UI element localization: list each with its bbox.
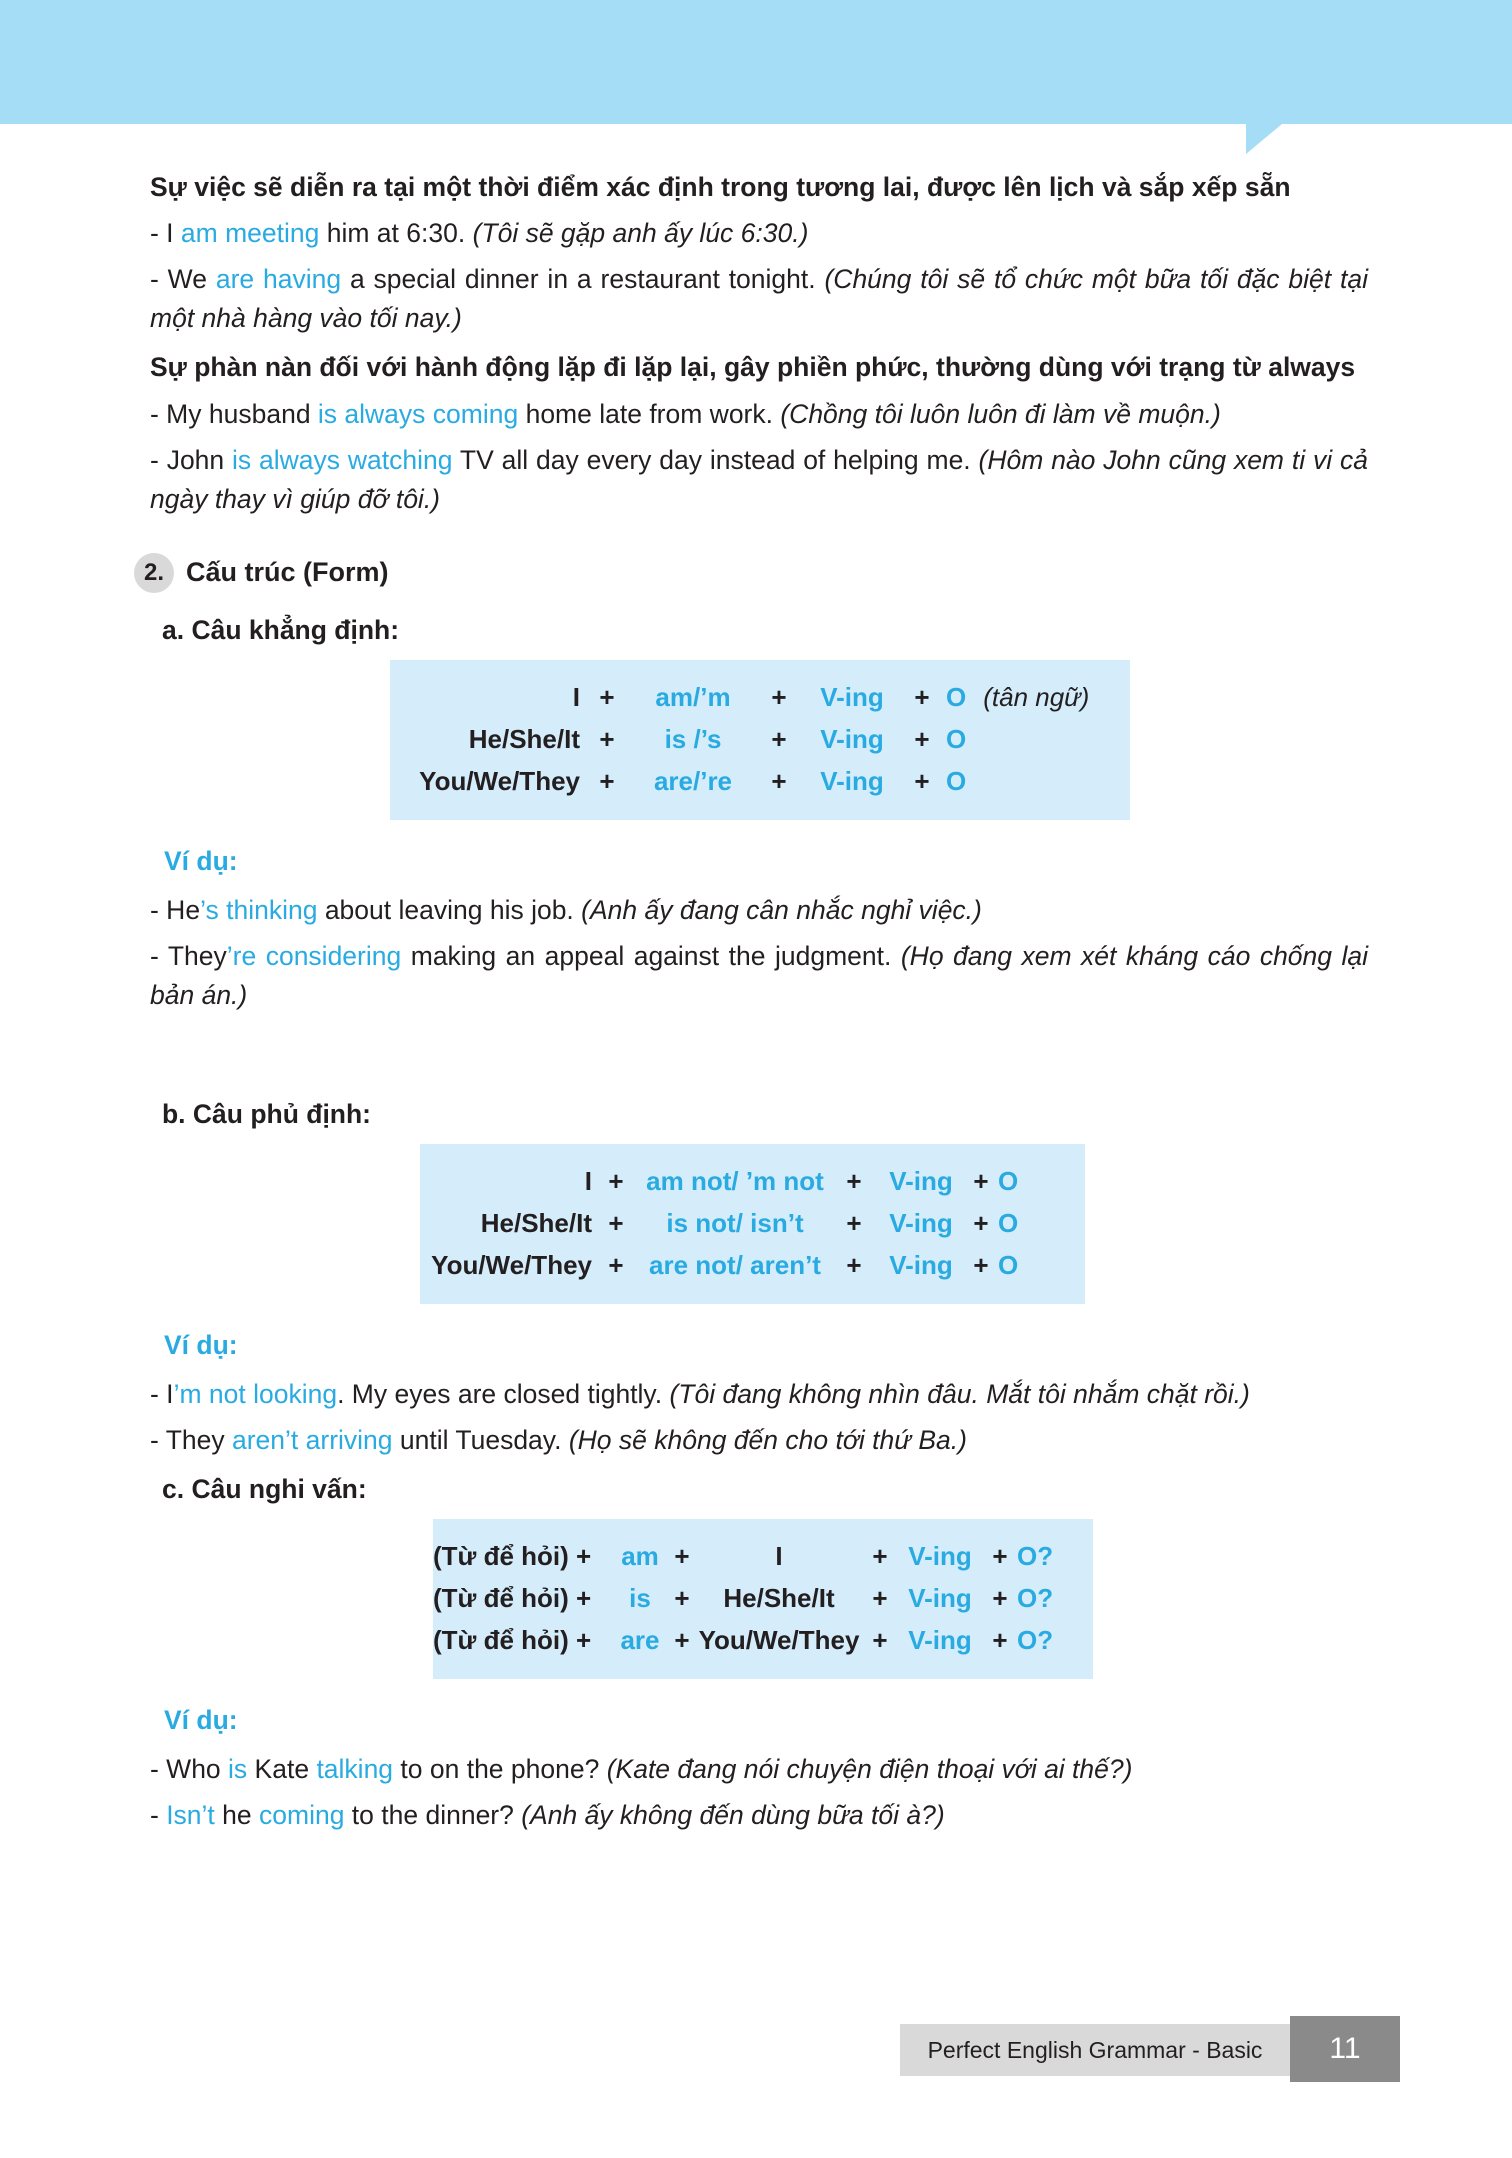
banner-notch <box>1246 124 1318 154</box>
formula-plus: + <box>872 1540 888 1571</box>
formula-object: O <box>946 681 967 712</box>
formula-ving: V-ing <box>889 1165 953 1196</box>
formula-row <box>390 718 1130 760</box>
formula-subject: You/We/They <box>431 1249 592 1280</box>
formula-row <box>390 760 1130 802</box>
ex-mid: until Tuesday. <box>392 1425 569 1456</box>
formula-object: O? <box>1017 1583 1054 1614</box>
ex4-pre: - John <box>150 444 233 475</box>
ex-highlight: talking <box>316 1754 394 1785</box>
formula-subject: I <box>572 681 580 712</box>
formula-plus: + <box>973 1207 989 1238</box>
section-title: Cấu trúc (Form) <box>186 557 389 588</box>
ex-mid: making an appeal against the judgment. <box>401 940 901 971</box>
ex-highlight: aren’t arriving <box>231 1425 393 1456</box>
formula-box-negative <box>420 1144 1085 1304</box>
ex1-pre: - I <box>150 218 181 249</box>
formula-object: O? <box>1017 1540 1054 1571</box>
ex2-pre: - We <box>150 264 216 295</box>
formula-plus: + <box>992 1625 1008 1656</box>
ex-translation: (Anh ấy đang cân nhắc nghỉ việc.) <box>581 894 982 925</box>
formula-subject: You/We/They <box>698 1625 860 1656</box>
formula-subject: He/She/It <box>723 1583 835 1614</box>
formula-plus: + <box>992 1540 1008 1571</box>
formula-plus: + <box>992 1583 1008 1614</box>
formula-plus: + <box>608 1165 624 1196</box>
formula-be: am <box>621 1540 659 1571</box>
formula-box-affirmative <box>390 660 1130 820</box>
formula-object: O <box>998 1207 1019 1238</box>
ex1-mid: him at 6:30. <box>319 218 473 249</box>
ex-mid: he <box>214 1800 259 1831</box>
formula-ving: V-ing <box>908 1540 972 1571</box>
ex2-mid: a special dinner in a restaurant tonight. <box>341 264 825 295</box>
ex-highlight: ’s thinking <box>200 894 318 925</box>
formula-plus: + <box>599 681 615 712</box>
formula-box-question <box>433 1519 1093 1679</box>
formula-plus: + <box>674 1625 690 1656</box>
ex-mid: Kate <box>247 1754 317 1785</box>
formula-row <box>433 1535 1093 1577</box>
formula-plus: + <box>674 1540 690 1571</box>
formula-plus: + <box>846 1165 862 1196</box>
ex-pre: - Who <box>150 1754 229 1785</box>
ex-highlight: Isn’t <box>166 1800 215 1831</box>
formula-object: O <box>998 1165 1019 1196</box>
formula-be: is <box>629 1583 651 1614</box>
vidu-label-c: Ví dụ: <box>164 1705 238 1736</box>
ex4-translation: (Hôm nào John cũng xem ti vi cả ngày thay vì giúp đỡ tôi.) <box>150 444 1368 514</box>
part-c-example-1 <box>150 1750 1368 1789</box>
ex3-highlight: is always coming <box>317 398 519 429</box>
part-b-example-1 <box>150 1375 1368 1414</box>
ex-mid: to the dinner? <box>344 1800 522 1831</box>
part-b-example-2 <box>150 1421 1368 1460</box>
ex1-highlight: am meeting <box>180 218 320 249</box>
formula-row <box>433 1577 1093 1619</box>
formula-plus: + <box>771 765 787 796</box>
formula-object: O? <box>1017 1625 1054 1656</box>
intro-example-1 <box>150 214 1368 253</box>
ex-highlight: is <box>228 1754 248 1785</box>
formula-ving: V-ing <box>908 1583 972 1614</box>
part-a-example-1 <box>150 891 1368 930</box>
formula-ving: V-ing <box>889 1207 953 1238</box>
formula-plus: + <box>914 723 930 754</box>
top-banner <box>0 0 1512 124</box>
ex-highlight: ’m not looking <box>173 1379 338 1410</box>
ex-translation: (Kate đang nói chuyện điện thoại với ai thế?) <box>606 1754 1133 1785</box>
formula-row <box>420 1244 1085 1286</box>
formula-be: am/’m <box>655 681 731 712</box>
formula-object: O <box>946 723 967 754</box>
formula-plus: + <box>872 1625 888 1656</box>
formula-subject: You/We/They <box>419 765 580 796</box>
formula-row <box>420 1202 1085 1244</box>
formula-subject: He/She/It <box>468 723 580 754</box>
formula-row <box>390 676 1130 718</box>
formula-subject: I <box>584 1165 592 1196</box>
subheading-c: c. Câu nghi vấn: <box>162 1473 367 1504</box>
subheading-b: b. Câu phủ định: <box>162 1098 372 1129</box>
formula-plus: + <box>608 1207 624 1238</box>
section-heading <box>143 553 1368 593</box>
part-c-example-2 <box>150 1796 1368 1835</box>
ex3-mid: home late from work. <box>518 398 781 429</box>
formula-be: are <box>620 1625 660 1656</box>
formula-plus: + <box>914 765 930 796</box>
formula-plus: + <box>973 1165 989 1196</box>
part-a-example-2 <box>150 937 1368 1015</box>
formula-be: are/’re <box>653 765 733 796</box>
formula-ving: V-ing <box>889 1249 953 1280</box>
formula-question-word: (Từ để hỏi) + <box>433 1625 592 1656</box>
ex-translation: (Anh ấy không đến dùng bữa tối à?) <box>521 1800 945 1831</box>
vidu-label-a: Ví dụ: <box>164 845 238 876</box>
ex-translation: (Tôi đang không nhìn đâu. Mắt tôi nhắm chặt rồi.) <box>669 1379 1250 1410</box>
ex4-highlight: is always watching <box>232 444 453 475</box>
formula-object: O <box>946 765 967 796</box>
formula-plus: + <box>599 765 615 796</box>
formula-plus: + <box>846 1249 862 1280</box>
formula-row <box>433 1619 1093 1661</box>
ex-mid: about leaving his job. <box>317 894 582 925</box>
formula-plus: + <box>771 723 787 754</box>
ex2-translation: (Chúng tôi sẽ tổ chức một bữa tối đặc biệt tại một nhà hàng vào tối nay.) <box>150 264 1368 334</box>
formula-question-word: (Từ để hỏi) + <box>433 1583 592 1614</box>
formula-ving: V-ing <box>820 723 884 754</box>
ex-pre: - I <box>150 1379 174 1410</box>
ex-pre: - <box>150 1800 167 1831</box>
formula-ving: V-ing <box>908 1625 972 1656</box>
intro-example-3 <box>150 395 1368 434</box>
formula-be: is /’s <box>664 723 722 754</box>
intro-heading-1: Sự việc sẽ diễn ra tại một thời điểm xác định trong tương lai, được lên lịch và sắp xếp sẵn <box>150 172 1291 202</box>
ex-pre: - They <box>150 1425 232 1456</box>
formula-plus: + <box>599 723 615 754</box>
formula-plus: + <box>973 1249 989 1280</box>
formula-be: is not/ isn’t <box>666 1207 804 1238</box>
formula-row <box>420 1160 1085 1202</box>
ex-pre: - They <box>150 940 227 971</box>
formula-be: am not/ ’m not <box>646 1165 824 1196</box>
formula-subject: I <box>775 1540 783 1571</box>
formula-ving: V-ing <box>820 765 884 796</box>
formula-note: (tân ngữ) <box>976 681 1090 712</box>
subheading-a: a. Câu khẳng định: <box>162 614 400 645</box>
page-number: 11 <box>1290 2016 1400 2082</box>
formula-object: O <box>998 1249 1019 1280</box>
formula-plus: + <box>846 1207 862 1238</box>
ex-highlight: coming <box>259 1800 345 1831</box>
formula-ving: V-ing <box>820 681 884 712</box>
formula-plus: + <box>914 681 930 712</box>
intro-example-2 <box>150 260 1368 338</box>
section-number-badge: 2. <box>134 553 174 593</box>
formula-subject: He/She/It <box>480 1207 592 1238</box>
intro-example-4 <box>150 441 1368 519</box>
formula-plus: + <box>771 681 787 712</box>
footer-title: Perfect English Grammar - Basic <box>900 2024 1290 2076</box>
ex4-mid: TV all day every day instead of helping me. <box>452 444 979 475</box>
formula-plus: + <box>608 1249 624 1280</box>
ex-pre: - He <box>150 894 201 925</box>
formula-plus: + <box>872 1583 888 1614</box>
formula-plus: + <box>674 1583 690 1614</box>
ex1-translation: (Tôi sẽ gặp anh ấy lúc 6:30.) <box>472 218 809 249</box>
ex-mid: . My eyes are closed tightly. <box>337 1379 670 1410</box>
formula-be: are not/ aren’t <box>649 1249 821 1280</box>
ex3-pre: - My husband <box>150 398 318 429</box>
formula-question-word: (Từ để hỏi) + <box>433 1540 592 1571</box>
ex-translation: (Họ sẽ không đến cho tới thứ Ba.) <box>568 1425 967 1456</box>
ex-highlight: ’re considering <box>226 940 402 971</box>
ex-mid: to on the phone? <box>393 1754 607 1785</box>
ex2-highlight: are having <box>215 264 342 295</box>
ex-translation: (Họ đang xem xét kháng cáo chống lại bản án.) <box>150 940 1369 1010</box>
intro-heading-2: Sự phàn nàn đối với hành động lặp đi lặp lại, gây phiền phức, thường dùng với trạng từ always <box>150 352 1356 383</box>
page-content <box>143 158 1369 1842</box>
vidu-label-b: Ví dụ: <box>164 1330 238 1361</box>
ex3-translation: (Chồng tôi luôn luôn đi làm về muộn.) <box>780 398 1221 429</box>
